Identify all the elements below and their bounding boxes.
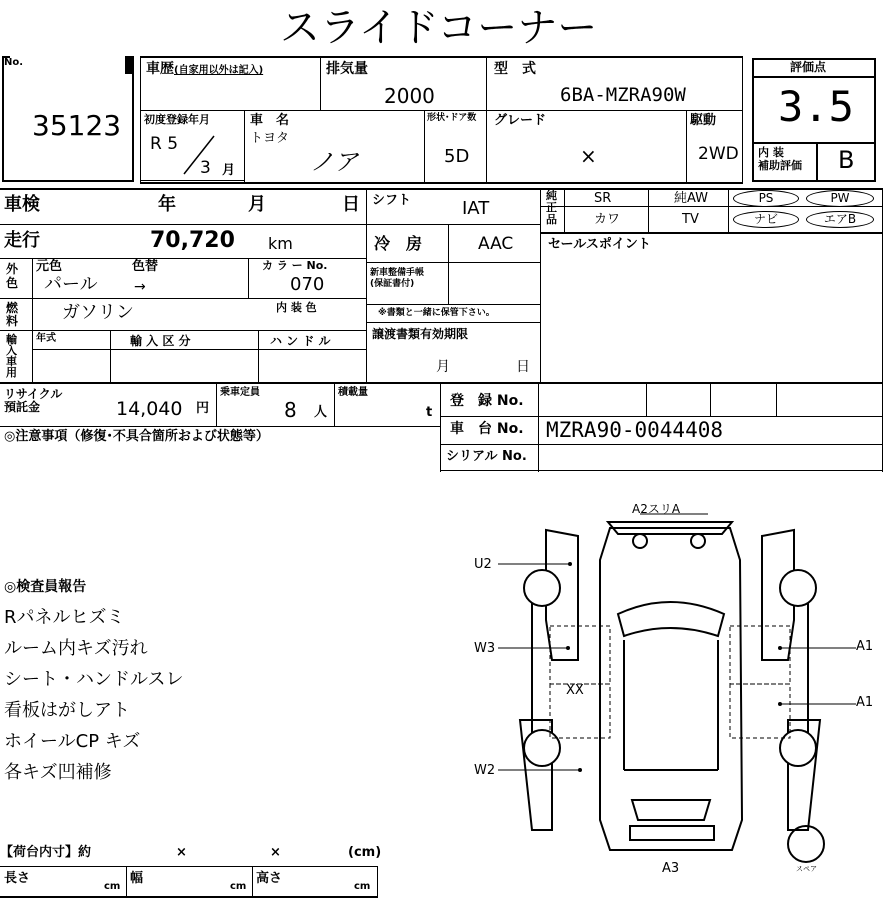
handle-label: ハ ン ド ル xyxy=(270,334,331,348)
cargo-x1: × xyxy=(176,845,187,860)
model-label: 型 式 xyxy=(494,61,536,77)
damage-xx: XX xyxy=(566,683,584,698)
damage-a1-front: A1 xyxy=(856,639,874,654)
maker: トヨタ xyxy=(250,131,290,146)
length-unit: cm xyxy=(104,881,121,892)
width-unit: cm xyxy=(230,881,247,892)
shift-label: シフト xyxy=(372,193,412,208)
spare-label: スペア xyxy=(796,865,817,873)
chassis-label: 車 台 No. xyxy=(450,421,524,437)
yen-unit: 円 xyxy=(196,401,210,416)
shaken-month: 月 xyxy=(248,194,266,215)
report-item: シート・ハンドルスレ xyxy=(4,669,184,690)
length-label: 長さ xyxy=(4,871,31,886)
repaint-label: 色替 xyxy=(132,259,159,274)
equip-ab: エアB xyxy=(806,211,874,228)
first-reg-year: R 5 xyxy=(150,134,179,154)
grade-value: × xyxy=(580,144,597,168)
color-no-value: 070 xyxy=(290,274,325,295)
width-label: 幅 xyxy=(130,871,144,886)
transfer-day: 日 xyxy=(516,359,530,375)
drive-label: 駆動 xyxy=(690,113,717,128)
report-item: 看板はがしアト xyxy=(4,700,130,721)
reg-no-label: 登 録 No. xyxy=(450,393,524,409)
cargo-x2: × xyxy=(270,845,281,860)
capacity-value: 8 xyxy=(284,398,297,422)
shaken-day: 日 xyxy=(342,194,360,215)
equip-pw: PW xyxy=(806,190,874,207)
car-damage-diagram xyxy=(460,500,880,880)
notes-label: ◎注意事項（修復･不具合箇所および状態等） xyxy=(4,429,269,444)
shaken-year: 年 xyxy=(158,194,176,215)
report-list xyxy=(4,602,183,788)
color-value: パール xyxy=(44,274,98,295)
interior-score: B xyxy=(838,146,855,174)
transfer-label: 譲渡書類有効期限 xyxy=(372,327,469,341)
damage-w3: W3 xyxy=(474,641,496,656)
model-value: 6BA-MZRA90W xyxy=(560,84,686,106)
new-car-note: ※書類と一緒に保管下さい。 xyxy=(378,308,495,318)
doors-label: 形状･ドア数 xyxy=(427,113,477,123)
drive-value: 2WD xyxy=(698,144,739,164)
damage-u2: U2 xyxy=(474,557,492,572)
first-reg-month: 3 xyxy=(200,158,211,178)
report-item: Rパネルヒズミ xyxy=(4,607,125,628)
year-type-label: 年式 xyxy=(36,333,56,344)
load-label: 積載量 xyxy=(338,387,368,398)
car-name-label: 車 名 xyxy=(250,113,290,128)
capacity-label: 乗車定員 xyxy=(220,387,260,398)
transfer-month: 月 xyxy=(436,359,450,375)
fuel-value: ガソリン xyxy=(62,302,134,323)
first-reg-label: 初度登録年月 xyxy=(144,113,210,126)
car-name: ノア xyxy=(310,148,358,176)
interior-label: 内 装 補助評価 xyxy=(758,146,802,172)
displacement-value: 2000 xyxy=(384,84,435,108)
height-unit: cm xyxy=(354,881,371,892)
new-car-label: 新車整備手帳 (保証書付) xyxy=(370,268,425,289)
equip-navi: ナビ xyxy=(733,211,799,228)
color-no-label: カ ラ ー No. xyxy=(262,259,328,272)
cargo-label: 【荷台内寸】約 xyxy=(0,845,92,860)
score-label: 評価点 xyxy=(790,60,827,74)
page-title: スライドコーナー xyxy=(280,5,598,51)
history-label: 車歴(自家用以外は記入) xyxy=(146,61,264,77)
inspector-title: ◎検査員報告 xyxy=(4,579,87,595)
damage-a1-rear: A1 xyxy=(856,695,874,710)
grade-label: グレード xyxy=(494,113,547,128)
ac-label: 冷 房 xyxy=(374,234,423,253)
report-item: 各キズ凹補修 xyxy=(4,762,112,783)
person-unit: 人 xyxy=(314,405,328,420)
exterior-label: 外色 xyxy=(6,262,19,290)
score-value: 3.5 xyxy=(778,82,854,131)
interior-color-label: 内 装 色 xyxy=(276,301,317,314)
equip-sr: SR xyxy=(594,191,612,206)
equip-kawa: カワ xyxy=(594,212,621,227)
equip-label: 純正品 xyxy=(546,189,557,226)
report-item: ホイールCP キズ xyxy=(4,731,141,752)
month-unit: 月 xyxy=(222,163,236,178)
mileage-label: 走行 xyxy=(4,230,40,251)
no-label: No. xyxy=(4,57,24,68)
recycle-label: リサイクル 預託金 xyxy=(4,387,63,414)
equip-aw: 純AW xyxy=(674,191,709,206)
import-label: 輸入車用 xyxy=(6,333,17,379)
ton-unit: t xyxy=(426,405,433,420)
recycle-value: 14,040 xyxy=(116,398,183,420)
equip-tv: TV xyxy=(682,212,699,227)
sales-point-label: セールスポイント xyxy=(548,237,651,252)
import-type-label: 輸 入 区 分 xyxy=(130,334,191,348)
serial-label: シリアル No. xyxy=(446,449,527,464)
damage-a2: A2スリA xyxy=(632,502,681,516)
report-item: ルーム内キズ汚れ xyxy=(4,638,148,659)
fuel-label: 燃料 xyxy=(6,301,19,328)
orig-color-label: 元色 xyxy=(36,259,63,274)
doors-value: 5D xyxy=(444,146,470,167)
damage-w2: W2 xyxy=(474,763,496,778)
mileage-unit: km xyxy=(268,234,293,253)
mileage-value: 70,720 xyxy=(150,228,235,253)
lot-number: 35123 xyxy=(32,109,122,142)
cargo-unit: (cm) xyxy=(348,845,382,860)
chassis-value: MZRA90-0044408 xyxy=(546,418,724,442)
height-label: 高さ xyxy=(256,871,283,886)
ac-value: AAC xyxy=(478,234,514,254)
shaken-label: 車検 xyxy=(4,194,40,215)
shift-value: IAT xyxy=(462,198,490,219)
color-arrow: → xyxy=(134,279,146,295)
equip-ps: PS xyxy=(733,190,799,207)
damage-a3: A3 xyxy=(662,861,680,876)
displacement-label: 排気量 xyxy=(326,61,368,77)
